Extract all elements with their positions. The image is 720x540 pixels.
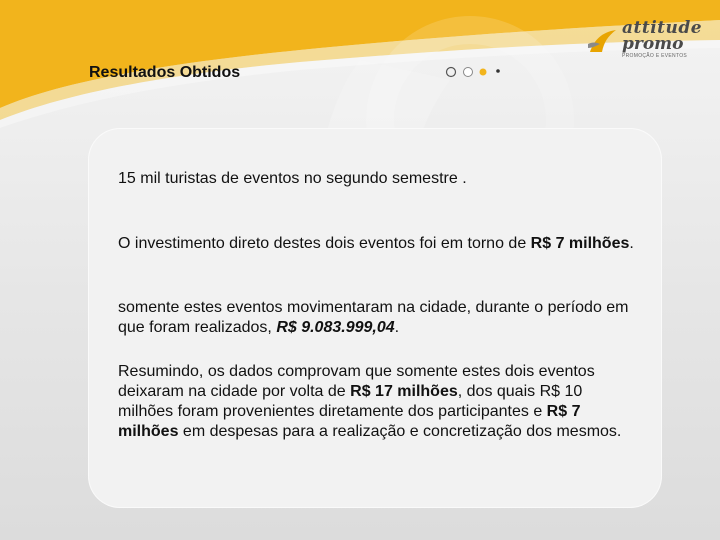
paragraph-tourists-text: 15 mil turistas de eventos no segundo semestre . [118, 170, 467, 187]
paragraph-investment-end: . [629, 235, 634, 252]
logo-tagline: PROMOÇÃO E EVENTOS [622, 53, 688, 59]
paragraph-tourists [118, 169, 638, 189]
paragraph-summary [118, 362, 638, 442]
movement-amount: R$ 9.083.999,04 [276, 319, 395, 336]
summary-total-amount: R$ 17 milhões [350, 383, 458, 400]
logo-mark-icon [586, 26, 620, 56]
slide-title: Resultados Obtidos [89, 64, 241, 81]
logo-line1: attitude [622, 18, 703, 38]
paragraph-investment-text: O investimento direto destes dois eventos foi em torno de [118, 235, 531, 252]
paragraph-movement-end: . [394, 319, 400, 336]
paragraph-summary-text: Resumindo, os dados comprovam que somente estes dois eventos deixaram na cidade por volta de [118, 363, 595, 400]
summary-expenses-amount: R$ 7 milhões [118, 403, 581, 440]
bullet-dots-icon [445, 65, 505, 79]
paragraph-movement [118, 298, 638, 338]
paragraph-summary-middle: , dos quais R$ 10 milhões foram provenientes diretamente dos participantes e [118, 383, 583, 420]
paragraph-movement-text: somente estes eventos movimentaram na cidade, durante o período em que foram realizados, [118, 299, 629, 336]
logo-line2: promo [622, 34, 684, 54]
paragraph-investment [118, 234, 638, 254]
investment-amount: R$ 7 milhões [530, 235, 630, 252]
paragraph-summary-end: em despesas para a realização e concretização dos mesmos. [178, 423, 622, 440]
logo [586, 18, 703, 68]
